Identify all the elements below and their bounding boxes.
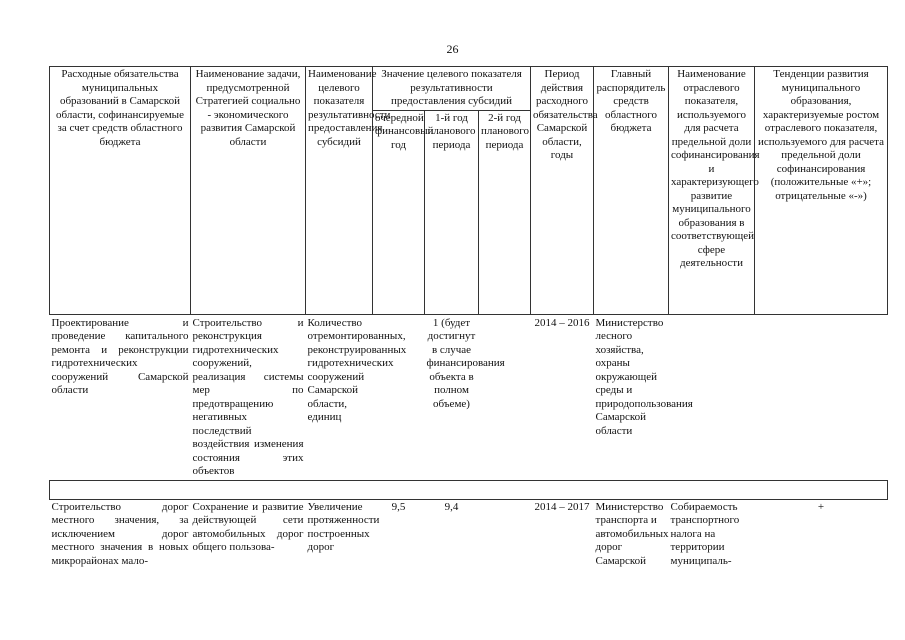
cell-manager: Министерство лесного хозяйства, охраны окружающей среды и природопользования Самарской области — [595, 316, 693, 437]
cell-obligation: Строительство дорог местного значения, за исключением дорог местного значения в новых микрорайонах мало- — [51, 500, 189, 567]
subsidy-table — [49, 66, 888, 569]
header-plan-year-1: 1-й год планового периода — [425, 110, 479, 314]
header-manager: Главный распорядитель средств областного бюджета — [594, 67, 669, 315]
cell-period: 2014 – 2016 — [534, 316, 590, 329]
cell-task: Строительство и реконструкция гидротехнических сооружений, реализация системы мер по предотвращению негативных последствий воздействия изменения состояния этих объектов — [192, 316, 304, 477]
header-current-year: очередной финансовый год — [373, 110, 425, 314]
header-trend: Тенденции развития муниципального образования, характеризуемые ростом отраслевого показателя, используемого для расчета предельной доли софинансирования (положительные «+»; отрицательные «-») — [755, 67, 888, 315]
cell-manager: Министерство транспорта и автомобильных дорог Самарской — [595, 500, 669, 567]
cell-current-year: 9,5 — [391, 500, 406, 513]
header-plan-year-2: 2-й год планового периода — [479, 110, 531, 314]
header-indicator-value-group: Значение целевого показателя результативности предоставления субсидий — [373, 67, 531, 111]
cell-plan-year-2 — [479, 499, 531, 569]
cell-plan-year-2 — [479, 314, 531, 480]
cell-plan-year-1: 1 (будет достигнут в случае финансирования объекта в полном объеме) — [426, 316, 505, 410]
cell-period: 2014 – 2017 — [534, 500, 590, 513]
header-obligation: Расходные обязательства муниципальных образований в Самарской области, софинансируемые за счет средств областного бюджета — [50, 67, 191, 315]
cell-indicator: Количество отремонтированных, реконструированных гидротехнических сооружений Самарской области, единиц — [307, 316, 407, 423]
header-indicator: Наименование целевого показателя результативности предоставления субсидий — [306, 67, 373, 315]
cell-indicator: Увеличение протяженности построенных дорог — [307, 500, 380, 553]
cell-trend — [755, 314, 888, 480]
cell-plan-year-1: 9,4 — [444, 500, 459, 513]
header-period: Период действия расходного обязательства Самарской области, годы — [531, 67, 594, 315]
table-row — [50, 499, 888, 569]
cell-obligation: Проектирование и проведение капитального ремонта и реконструкции гидротехнических сооружений Самарской области — [51, 316, 189, 396]
cell-sector-indicator: Собираемость транспортного налога на территории муниципаль- — [670, 500, 740, 567]
table-row — [50, 314, 888, 480]
header-sector-indicator: Наименование отраслевого показателя, используемого для расчета предельной доли софинансирования и характеризующего развитие муниципального образования в соответствующей сфере деятельности — [669, 67, 755, 315]
cell-trend: + — [817, 500, 825, 513]
cell-task: Сохранение и развитие действующей сети автомобильных дорог общего пользова- — [192, 500, 304, 553]
cell-sector-indicator — [669, 314, 755, 480]
page-number: 26 — [446, 42, 459, 56]
header-task: Наименование задачи, предусмотренной Стратегией социально - экономического развития Самарской области — [191, 67, 306, 315]
